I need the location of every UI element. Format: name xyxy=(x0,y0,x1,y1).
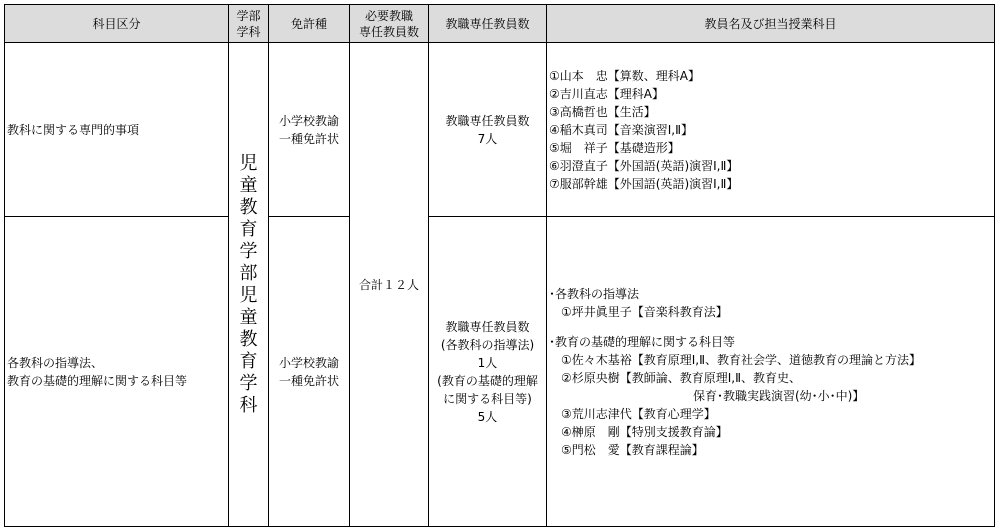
teacher-entry: ⑤門松 愛【教育課程論】 xyxy=(549,442,704,457)
teacher-entry: ③高橋哲也【生活】 xyxy=(549,104,656,119)
faculty-name: 児童教育学部児童教育学科 xyxy=(239,152,258,416)
teacher-entry: ･各教科の指導法 xyxy=(549,286,640,301)
teachers-cell xyxy=(547,43,995,217)
table-row xyxy=(5,217,995,527)
header-required: 必要教職 専任教員数 xyxy=(350,5,429,43)
header-license: 免許種 xyxy=(269,5,350,43)
category-cell: 各教科の指導法、 教育の基礎的理解に関する科目等 xyxy=(5,217,229,527)
header-dedicated: 教職専任教員数 xyxy=(429,5,547,43)
dedicated-cell: 教職専任教員数 7人 xyxy=(429,43,547,217)
teacher-entry: ⑤堀 祥子【基礎造形】 xyxy=(549,140,680,155)
license-cell: 小学校教諭 一種免許状 xyxy=(269,217,350,527)
faculty-cell xyxy=(229,43,269,527)
license-cell: 小学校教諭 一種免許状 xyxy=(269,43,350,217)
teacher-entry: ③荒川志津代【教育心理学】 xyxy=(549,406,716,421)
teacher-entry: ①佐々木基裕【教育原理Ⅰ,Ⅱ、教育社会学、道徳教育の理論と方法】 xyxy=(549,352,922,367)
teacher-entry: ②吉川直志【理科A】 xyxy=(549,86,664,101)
header-faculty: 学部 学科 xyxy=(229,5,269,43)
header-row xyxy=(5,5,995,43)
teacher-entry: ④榊原 剛【特別支援教育論】 xyxy=(549,424,728,439)
table-row xyxy=(5,43,995,217)
spacer xyxy=(549,321,994,333)
teacher-entry: ･教育の基礎的理解に関する科目等 xyxy=(549,334,736,349)
required-total-cell: 合計１２人 xyxy=(350,43,429,527)
teachers-cell xyxy=(547,217,995,527)
header-teachers: 教員名及び担当授業科目 xyxy=(547,5,995,43)
teacher-entry: ⑥羽澄直子【外国語(英語)演習Ⅰ,Ⅱ】 xyxy=(549,158,739,173)
category-cell: 教科に関する専門的事項 xyxy=(5,43,229,217)
teacher-entry: ②杉原央樹【教師論、教育原理Ⅰ,Ⅱ、教育史、 xyxy=(549,370,802,385)
curriculum-staff-table xyxy=(4,4,995,527)
teacher-entry: ⑦服部幹雄【外国語(英語)演習Ⅰ,Ⅱ】 xyxy=(549,176,739,191)
teacher-entry: 保育･教職実践演習(幼･小･中)】 xyxy=(549,388,865,403)
teacher-entry: ①山本 忠【算数、理科A】 xyxy=(549,68,700,83)
teacher-entry: ④稲木真司【音楽演習Ⅰ,Ⅱ】 xyxy=(549,122,694,137)
dedicated-cell: 教職専任教員数 (各教科の指導法) 1人 (教育の基礎的理解 に関する科目等) 5人 xyxy=(429,217,547,527)
header-category: 科目区分 xyxy=(5,5,229,43)
teacher-entry: ①坪井眞里子【音楽科教育法】 xyxy=(549,304,728,319)
